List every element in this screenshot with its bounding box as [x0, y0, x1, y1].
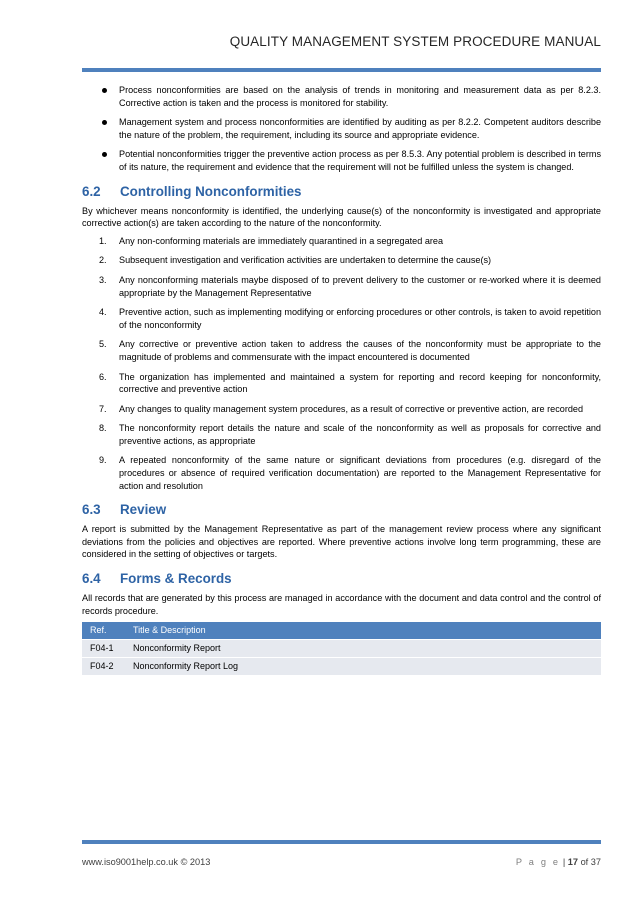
item-text: The organization has implemented and maintained a system for reporting and record keeping for nonconformity, corrective and preventive action: [119, 371, 601, 395]
list-item: [82, 338, 601, 363]
item-number: 1.: [99, 235, 107, 246]
column-header-title: Title & Description: [125, 622, 601, 640]
list-item: [82, 254, 601, 267]
header-title: QUALITY MANAGEMENT SYSTEM PROCEDURE MANUAL: [229, 34, 601, 49]
item-text: A repeated nonconformity of the same nature or significant deviations from procedures (e.g. disregard of the procedures or absence of required verification documentation) are reported to the Management Representative for action and resolution: [119, 455, 601, 491]
section-text: All records that are generated by this process are managed in accordance with the document and data control and the control of records procedure.: [82, 593, 601, 616]
cell-title: Nonconformity Report: [125, 640, 601, 658]
bullet-text: Potential nonconformities trigger the preventive action process as per 8.5.3. Any potential problem is described in terms of its nature, the requirement and evidence that the requirement will not be fulfilled unless the system is changed.: [119, 149, 601, 172]
item-text: Subsequent investigation and verification activities are undertaken to determine the cause(s): [119, 255, 492, 266]
bullet-item: [82, 84, 601, 109]
section-intro: By whichever means nonconformity is identified, the underlying cause(s) of the nonconformity is investigated and appropriate corrective action(s) are taken according to the nature of the nonconformity.: [82, 205, 601, 229]
item-text: Any non-conforming materials are immediately quarantined in a segregated area: [119, 235, 444, 246]
section-title: Review: [120, 502, 167, 518]
cell-ref: F04-1: [82, 640, 125, 658]
page-total: of 37: [580, 857, 601, 867]
item-text: Any corrective or preventive action taken to address the causes of the nonconformity must be appropriate to the magnitude of problems and commensurate with the impact encountered is documented: [119, 339, 601, 362]
footer-rule: [82, 840, 601, 844]
page-separator: |: [562, 857, 566, 867]
section-heading-6-2: [82, 184, 601, 200]
list-item: [82, 306, 601, 331]
section-text: A report is submitted by the Management Representative as part of the management review process where any significant deviations from the policies and objectives are reported. Where preventive actions involve long term programming, these are considered in the setting of objectives or targets.: [82, 524, 601, 560]
page-content: [82, 84, 601, 675]
bullet-icon: [102, 120, 107, 125]
section-title: Forms & Records: [120, 571, 232, 587]
cell-title: Nonconformity Report Log: [125, 658, 601, 676]
item-text: Any nonconforming materials maybe disposed of to prevent delivery to the customer or re-worked where it is deemed appropriate by the Management Representative: [119, 274, 601, 298]
current-page: 17: [567, 857, 578, 867]
section-heading-6-4: [82, 571, 601, 587]
bullet-text: Management system and process nonconformities are identified by auditing as per 8.2.2. Competent auditors describe the nature of the problem, the requirement, including its source and appropriate evidence.: [119, 117, 601, 140]
list-item: [82, 371, 601, 396]
item-number: 3.: [99, 274, 107, 285]
section-number: 6.4: [82, 571, 101, 587]
section-number: 6.2: [82, 183, 101, 199]
table-row: [82, 640, 601, 658]
item-number: 8.: [99, 423, 107, 434]
item-number: 2.: [99, 255, 107, 266]
header-rule: [82, 68, 601, 72]
item-number: 6.: [99, 371, 107, 382]
page-label: P a g e: [515, 857, 561, 867]
table-row: [82, 658, 601, 676]
section-heading-6-3: [82, 502, 601, 518]
item-text: Any changes to quality management system procedures, as a result of corrective or preventive action, are recorded: [119, 403, 584, 414]
footer-page-number: [516, 857, 601, 867]
item-text: The nonconformity report details the nature and scale of the nonconformity as well as proposals for corrective and preventive actions, as appropriate: [119, 423, 601, 446]
item-number: 5.: [99, 339, 107, 350]
table-header-row: [82, 622, 601, 640]
list-item: [82, 274, 601, 299]
bullet-item: [82, 148, 601, 173]
list-item: [82, 422, 601, 447]
cell-ref: F04-2: [82, 658, 125, 676]
section-number: 6.3: [82, 502, 101, 518]
list-item: [82, 454, 601, 492]
column-header-ref: Ref.: [82, 622, 125, 640]
numbered-list: [82, 235, 601, 493]
item-number: 4.: [99, 307, 107, 318]
bullet-text: Process nonconformities are based on the analysis of trends in monitoring and measurement data as per 8.2.3. Corrective action is taken and the process is monitored for stability.: [119, 85, 601, 108]
list-item: [82, 235, 601, 248]
list-item: [82, 403, 601, 416]
item-text: Preventive action, such as implementing modifying or enforcing procedures or other controls, is taken to avoid repetition of the nonconformity: [119, 307, 601, 330]
bullet-item: [82, 116, 601, 141]
item-number: 7.: [99, 403, 107, 414]
item-number: 9.: [99, 455, 107, 466]
bullet-icon: [102, 88, 107, 93]
footer-website: www.iso9001help.co.uk © 2013: [82, 857, 211, 867]
section-title: Controlling Nonconformities: [120, 183, 302, 199]
forms-records-table: [82, 622, 601, 675]
bullet-icon: [102, 152, 107, 157]
intro-bullet-list: [82, 84, 601, 174]
